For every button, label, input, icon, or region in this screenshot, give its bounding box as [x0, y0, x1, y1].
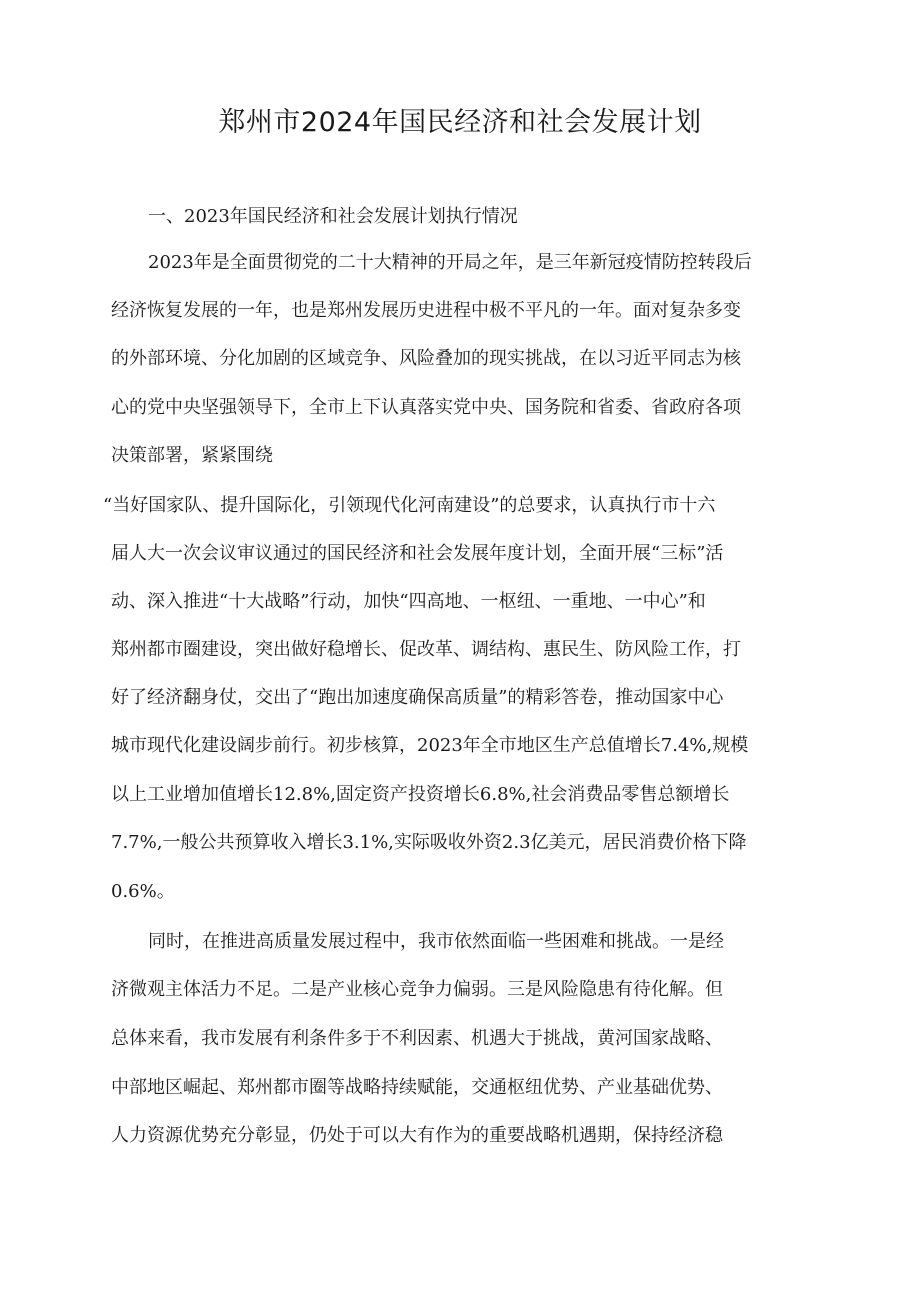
- paragraph-line: 的外部环境、分化加剧的区域竞争、风险叠加的现实挑战，在以习近平同志为核: [111, 348, 741, 369]
- paragraph-line: 人力资源优势充分彰显，仍处于可以大有作为的重要战略机遇期，保持经济稳: [111, 1125, 723, 1146]
- paragraph-line: 济微观主体活力不足。二是产业核心竞争力偏弱。三是风险隐患有待化解。但: [111, 979, 723, 1000]
- paragraph-line: 以上工业增加值增长12.8%,固定资产投资增长6.8%,社会消费品零售总额增长: [111, 784, 730, 805]
- paragraph-line: 中部地区崛起、郑州都市圈等战略持续赋能，交通枢纽优势、产业基础优势、: [111, 1077, 723, 1098]
- paragraph-line: 郑州都市圈建设，突出做好稳增长、促改革、调结构、惠民生、防风险工作，打: [111, 639, 741, 660]
- paragraph-line: 2023年是全面贯彻党的二十大精神的开局之年，是三年新冠疫情防控转段后: [148, 252, 752, 273]
- paragraph-line: 城市现代化建设阔步前行。初步核算，2023年全市地区生产总值增长7.4%,规模: [111, 735, 749, 756]
- paragraph-line: 经济恢复发展的一年，也是郑州发展历史进程中极不平凡的一年。面对复杂多变: [111, 300, 741, 321]
- paragraph-line: 动、深入推进“十大战略”行动，加快“四高地、一枢纽、一重地、一中心”和: [111, 591, 706, 612]
- paragraph-line: 心的党中央坚强领导下，全市上下认真落实党中央、国务院和省委、省政府各项: [111, 397, 741, 418]
- paragraph-line: 7.7%,一般公共预算收入增长3.1%,实际吸收外资2.3亿美元，居民消费价格下降: [111, 832, 747, 853]
- paragraph-line: 同时，在推进高质量发展过程中，我市依然面临一些困难和挑战。一是经: [148, 931, 724, 952]
- paragraph-line: “当好国家队、提升国际化，引领现代化河南建设”的总要求，认真执行市十六: [103, 495, 716, 516]
- paragraph-line: 决策部署，紧紧围绕: [111, 445, 273, 466]
- paragraph-line: 总体来看，我市发展有利条件多于不利因素、机遇大于挑战，黄河国家战略、: [111, 1028, 723, 1049]
- page-title: 郑州市2024年国民经济和社会发展计划: [218, 107, 702, 138]
- paragraph-line: 0.6%。: [111, 881, 175, 902]
- section-heading: 一、2023年国民经济和社会发展计划执行情况: [148, 206, 518, 227]
- paragraph-line: 好了经济翻身仗，交出了“跑出加速度确保高质量”的精彩答卷，推动国家中心: [111, 687, 724, 708]
- paragraph-line: 届人大一次会议审议通过的国民经济和社会发展年度计划，全面开展“三标”活: [111, 543, 724, 564]
